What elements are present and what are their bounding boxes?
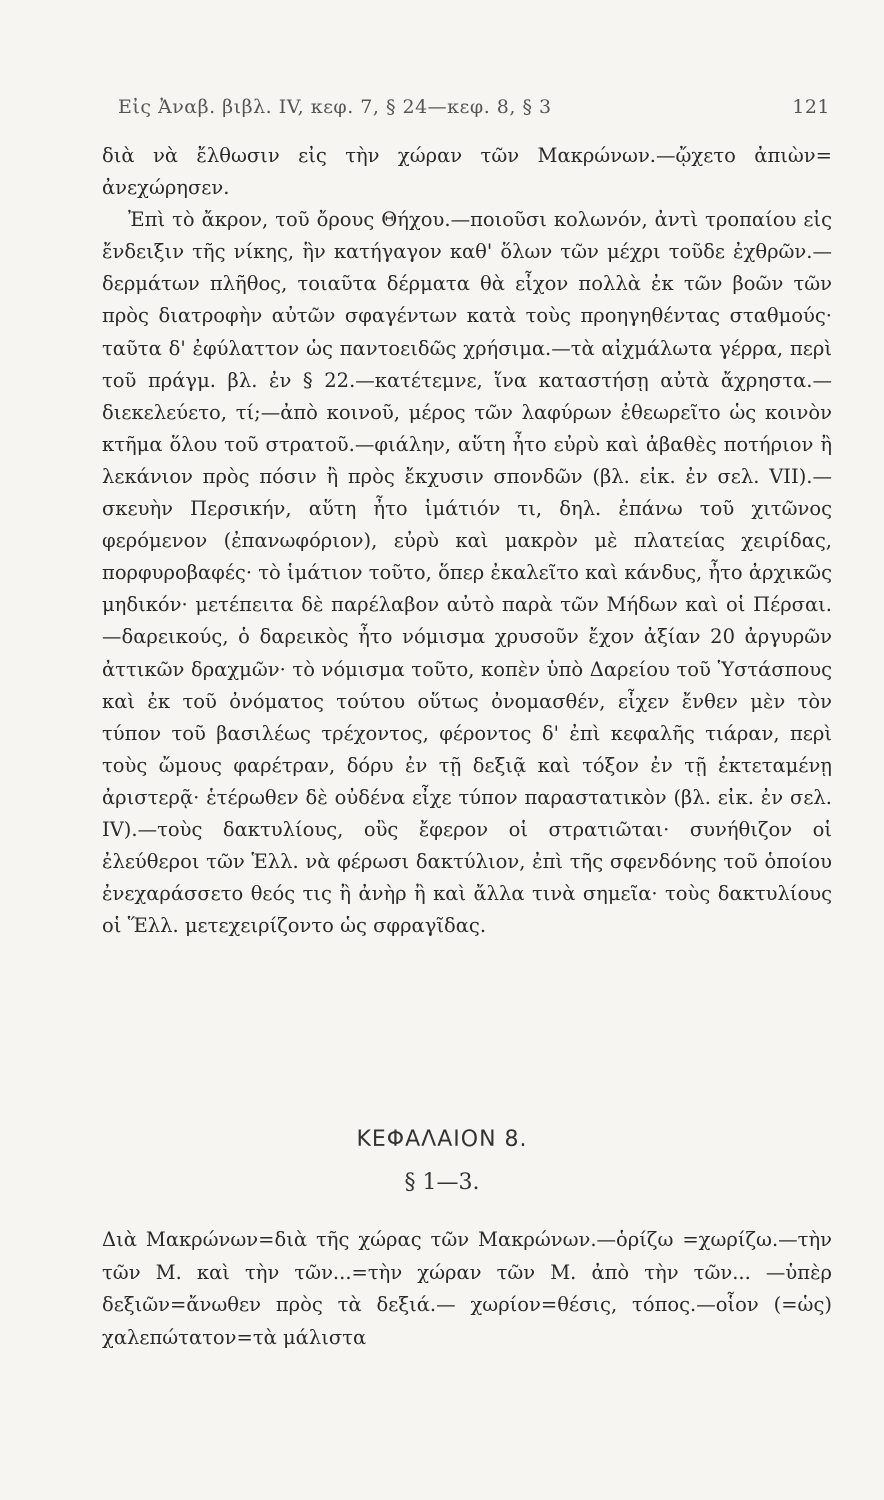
running-title: Εἰς Ἀναβ. βιβλ. IV, κεφ. 7, § 24—κεφ. 8, § 3 (118, 96, 552, 118)
paragraph: διὰ νὰ ἔλθωσιν εἰς τὴν χώραν τῶν Μακρώνων.—ᾤχετο ἀπιὼν= ἀνεχώρησεν. (102, 144, 832, 200)
paragraph: Ἐπὶ τὸ ἄκρον, τοῦ ὄρους Θήχου.—ποιοῦσι κολωνόν, ἀντὶ τροπαίου εἰς ἔνδειξιν τῆς νίκης, ἣν κατήγαγον καθ' ὅλων τῶν μέχρι τοῦδε ἐχθρῶν.—δερμάτων πλῆθος, τοιαῦτα δέρματα θὰ εἶχον πολλὰ ἐκ τῶν βοῶν τῶν πρὸς διατροφὴν αὐτῶν σφαγέντων κατὰ τοὺς προηγηθέντας σταθμούς· ταῦτα δ' ἐφύλαττον ὡς παντοειδῶς χρήσιμα.—τὰ αἰχμάλωτα γέρρα, περὶ τοῦ πράγμ. βλ. ἐν § 22.—κατέτεμνε, ἵνα καταστήσῃ αὐτὰ ἄχρηστα.—διεκελεύετο, τί;—ἀπὸ κοινοῦ, μέρος τῶν λαφύρων ἐθεωρεῖτο ὡς κοινὸν κτῆμα ὅλου τοῦ στρατοῦ.—φιάλην, αὕτη ἦτο εὐρὺ καὶ ἀβαθὲς ποτήριον ἢ λεκάνιον πρὸς πόσιν ἢ πρὸς ἔκχυσιν σπονδῶν (βλ. εἰκ. ἐν σελ. VII).—σκευὴν Περσικήν, αὕτη ἦτο ἱμάτιόν τι, δηλ. ἐπάνω τοῦ χιτῶνος φερόμενον (ἐπανωφόριον), εὐρὺ καὶ μακρὸν μὲ πλατείας χειρίδας, πορφυροβαφές· τὸ ἱμάτιον τοῦτο, ὅπερ ἐκαλεῖτο καὶ κάνδυς, ἦτο ἀρχικῶς μηδικόν· μετέπειτα δὲ παρέλαβον αὐτὸ παρὰ τῶν Μήδων καὶ οἱ Πέρσαι.—δαρεικούς, ὁ δαρεικὸς ἦτο νόμισμα χρυσοῦν ἔχον ἀξίαν 20 ἀργυρῶν ἀττικῶν δραχμῶν· τὸ νόμισμα τοῦτο, κοπὲν ὑπὸ Δαρείου τοῦ Ὑστάσπους καὶ ἐκ τοῦ ὀνόματος τούτου οὕτως ὀνομασθέν, εἶχεν ἔνθεν μὲν τὸν τύπον τοῦ βασιλέως τρέχοντος, φέροντος δ' ἐπὶ κεφαλῆς τιάραν, περὶ τοὺς ὤμους φαρέτραν, δόρυ ἐν τῇ δεξιᾷ καὶ τόξον ἐν τῇ ἐκτεταμένῃ ἀριστερᾷ· ἑτέρωθεν δὲ οὐδένα εἶχε τύπον παραστατικὸν (βλ. εἰκ. ἐν σελ. IV).—τοὺς δακτυλίους, οὓς ἔφερον οἱ στρατιῶται· συνήθιζον οἱ ἐλεύθεροι τῶν Ἑλλ. νὰ φέρωσι δακτύλιον, ἐπὶ τῆς σφενδόνης τοῦ ὁποίου ἐνεχαράσσετο θεός τις ἢ ἀνὴρ ἢ καὶ ἄλλα τινὰ σημεῖα· τοὺς δακτυλίους οἱ Ἕλλ. μετεχειρίζοντο ὡς σφραγῖδας. (102, 208, 832, 938)
section-heading: § 1—3. (404, 1170, 480, 1195)
chapter-commentary (102, 1224, 832, 1354)
paragraph: Διὰ Μακρώνων=διὰ τῆς χώρας τῶν Μακρώνων.—ὁρίζω =χωρίζω.—τὴν τῶν Μ. καὶ τὴν τῶν...=τὴν χώραν τῶν Μ. ἀπὸ τὴν τῶν... —ὑπὲρ δεξιῶν=ἄνωθεν πρὸς τὰ δεξιά.— χωρίον=θέσις, τόπος.—οἷον (=ὡς) χαλεπώτατον=τὰ μάλιστα (102, 1228, 832, 1349)
chapter-heading: ΚΕΦΑΛΑΙΟΝ 8. (356, 1127, 528, 1152)
page-number: 121 (792, 96, 830, 118)
commentary-text (102, 140, 832, 942)
